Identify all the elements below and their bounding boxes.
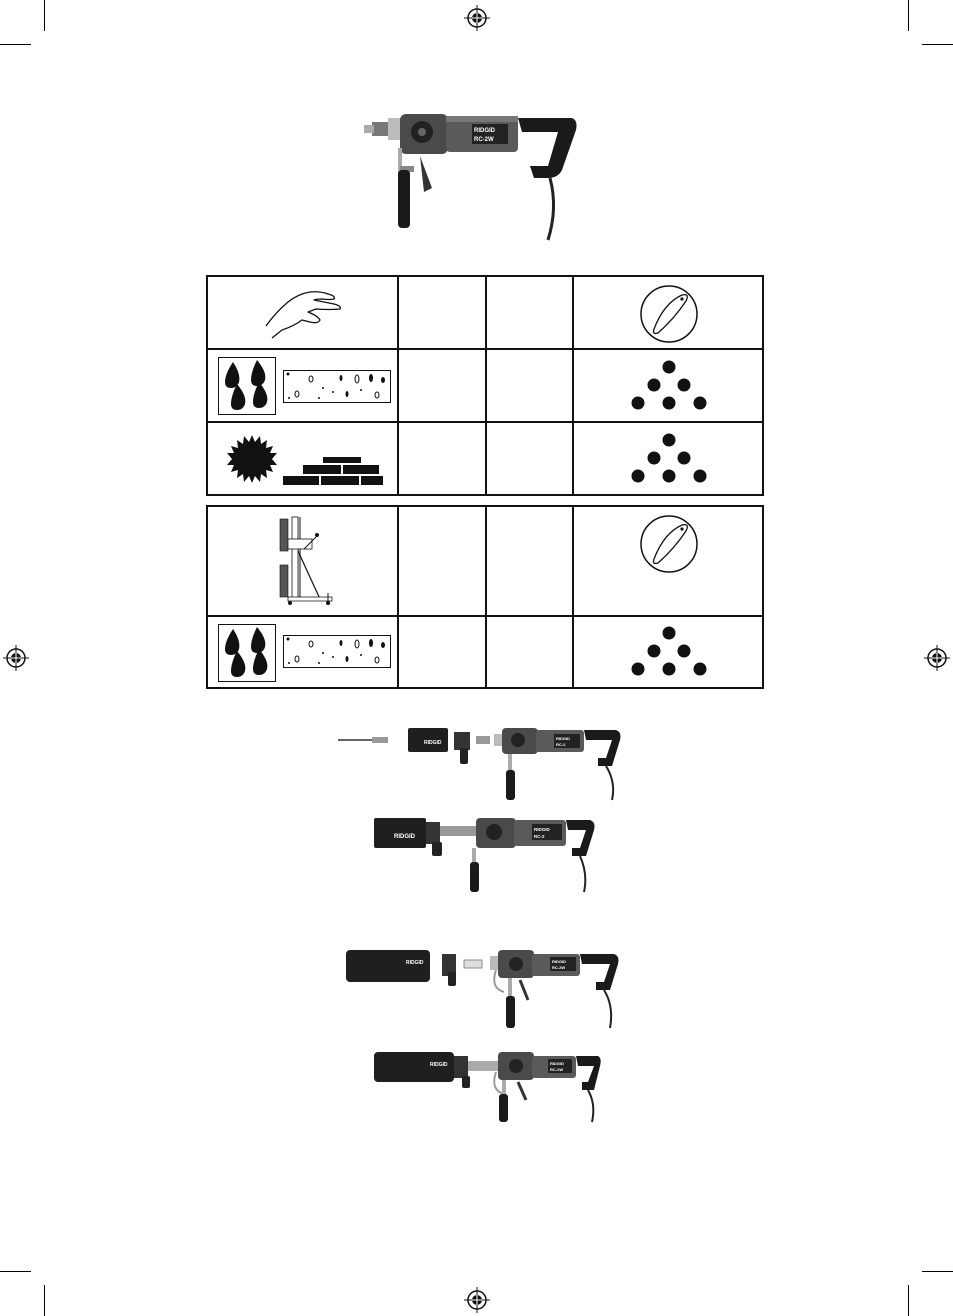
dot-pyramid-icon: [630, 432, 708, 484]
crop-mark: [44, 0, 45, 31]
dry-bit-assembly-image: [372, 812, 602, 896]
water-drops-icon: [218, 357, 276, 415]
crop-mark: [0, 44, 31, 45]
brand-label: RIDGID: [534, 827, 550, 832]
brand-label: RIDGID: [556, 736, 570, 741]
concrete-block-icon: [283, 635, 391, 668]
stand-application-table: [206, 505, 764, 689]
crop-mark: [922, 1271, 953, 1272]
hand-icon: [258, 282, 348, 342]
core-bit-label: RIDGID: [406, 960, 424, 966]
model-label: RC-2: [534, 834, 545, 839]
crop-mark: [0, 1271, 31, 1272]
brand-label: RIDGID: [552, 959, 566, 964]
drill-stand-icon: [276, 515, 338, 609]
registration-mark-icon: [464, 1287, 490, 1313]
core-bit-label: RIDGID: [424, 740, 442, 746]
crop-mark: [908, 0, 909, 31]
concrete-block-icon: [283, 370, 391, 403]
core-bit-label: RIDGID: [394, 834, 415, 840]
registration-mark-icon: [924, 645, 950, 671]
dry-sun-icon: [226, 433, 278, 485]
core-drill-image: [362, 108, 582, 248]
core-bit-segment-icon: [638, 513, 700, 575]
model-label: RC-2: [556, 742, 566, 747]
water-drops-icon: [218, 624, 276, 682]
handheld-application-table: [206, 275, 764, 496]
wet-bit-assembly-exploded-image: [344, 944, 624, 1032]
model-label: RC-2W: [552, 965, 566, 970]
brand-label: RIDGID: [474, 128, 495, 134]
dot-pyramid-icon: [630, 359, 708, 411]
wet-bit-assembly-image: [372, 1048, 604, 1126]
crop-mark: [908, 1285, 909, 1316]
core-bit-label: RIDGID: [430, 1062, 448, 1068]
dry-bit-assembly-exploded-image: [336, 722, 626, 804]
registration-mark-icon: [3, 645, 29, 671]
brand-label: RIDGID: [550, 1061, 564, 1066]
registration-mark-icon: [464, 5, 490, 31]
brick-wall-icon: [283, 457, 383, 487]
dot-pyramid-icon: [630, 625, 708, 677]
model-label: RC-2W: [474, 137, 494, 143]
model-label: RC-2W: [550, 1067, 564, 1072]
crop-mark: [922, 44, 953, 45]
crop-mark: [44, 1285, 45, 1316]
core-bit-segment-icon: [638, 283, 700, 345]
